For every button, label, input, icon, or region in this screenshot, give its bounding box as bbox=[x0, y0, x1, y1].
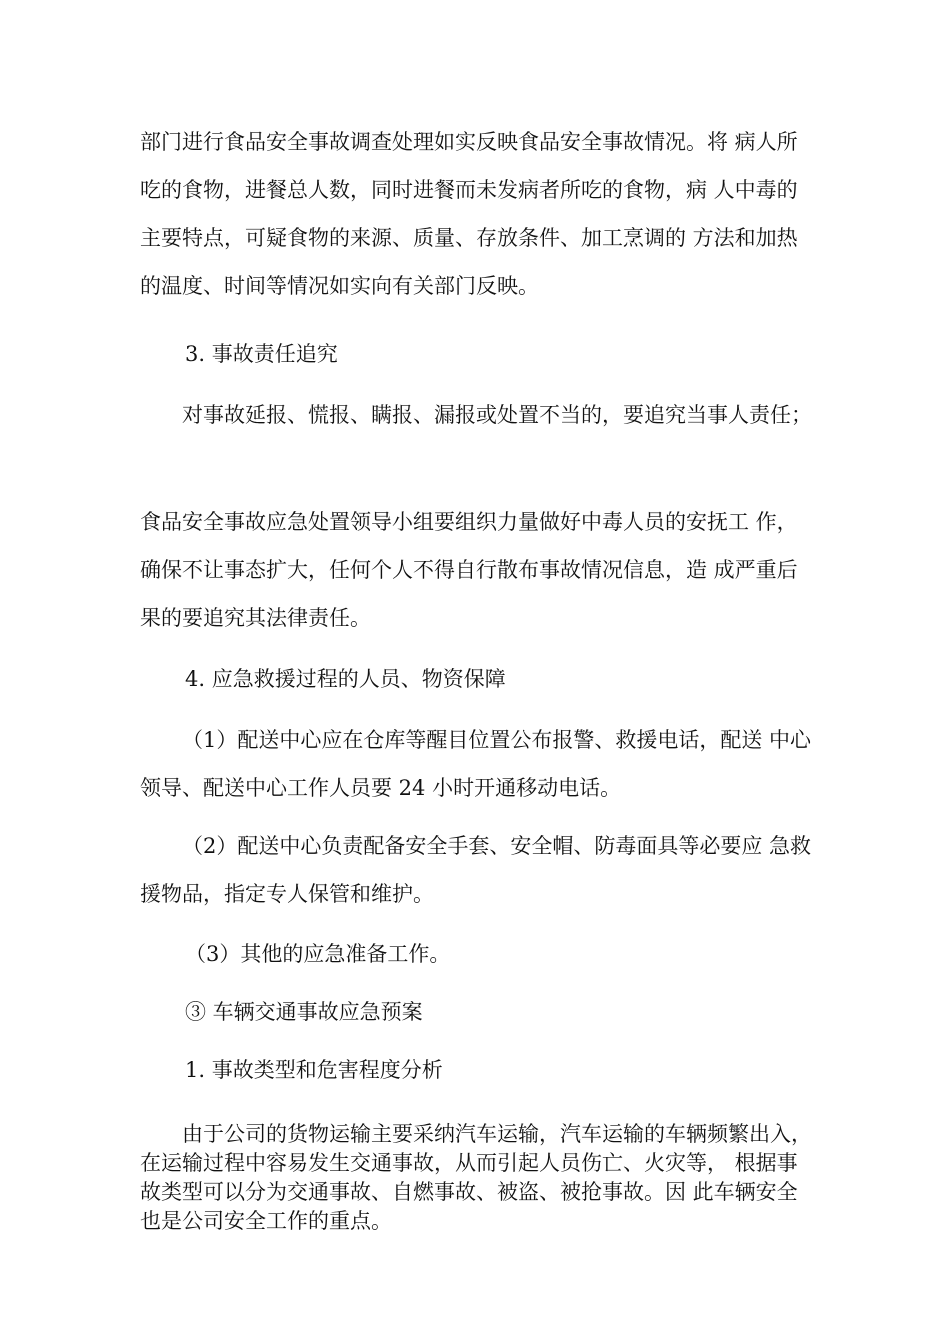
paragraph-victim-comfort: 食品安全事故应急处置领导小组要组织力量做好中毒人员的安抚工 作，确保不让事态扩大，任何个人不得自行散布事故情况信息，造 成严重后果的要追究其法律责任。 bbox=[140, 510, 798, 630]
heading-emergency-support: 4. 应急救援过程的人员、物资保障 bbox=[185, 667, 506, 691]
heading-accident-type-analysis: 1. 事故类型和危害程度分析 bbox=[185, 1058, 443, 1082]
paragraph-vehicle-safety: 由于公司的货物运输主要采纳汽车运输，汽车运输的车辆频繁出入，在运输过程中容易发生交通事故，从而引起人员伤亡、火灾等， 根据事故类型可以分为交通事故、自燃事故、被盗、被抢事故。因 此车辆安全也是公司安全工作的重点。 bbox=[140, 1122, 812, 1233]
heading-vehicle-accident-plan: ③ 车辆交通事故应急预案 bbox=[185, 1000, 423, 1024]
paragraph-accountability: 对事故延报、慌报、瞒报、漏报或处置不当的，要追究当事人责任； bbox=[182, 403, 812, 427]
heading-accident-accountability: 3. 事故责任追究 bbox=[185, 342, 338, 366]
paragraph-investigation: 部门进行食品安全事故调查处理如实反映食品安全事故情况。将 病人所吃的食物，进餐总人数，同时进餐而未发病者所吃的食物，病 人中毒的主要特点，可疑食物的来源、质量、存放条件、加工烹调的 方法和加热的温度、时间等情况如实向有关部门反映。 bbox=[140, 130, 798, 298]
paragraph-item-2: （2）配送中心负责配备安全手套、安全帽、防毒面具等必要应 急救援物品，指定专人保管和维护。 bbox=[140, 834, 812, 906]
paragraph-item-1: （1）配送中心应在仓库等醒目位置公布报警、救援电话，配送 中心领导、配送中心工作人员要 24 小时开通移动电话。 bbox=[140, 728, 812, 800]
paragraph-item-3: （3）其他的应急准备工作。 bbox=[185, 942, 451, 966]
